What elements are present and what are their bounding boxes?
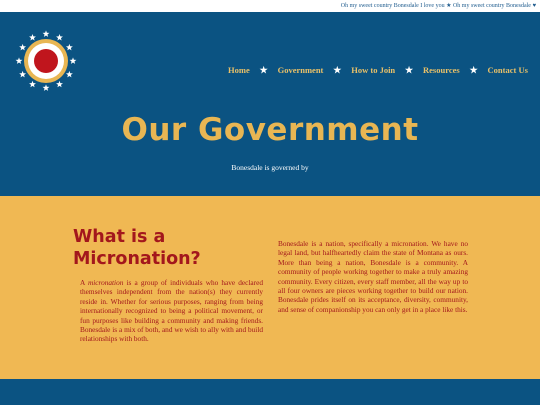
- scrolling-ticker: [0, 0, 540, 12]
- page-subtitle: Bonesdale is governed by: [231, 163, 309, 172]
- nav-item-government[interactable]: Government: [277, 65, 324, 75]
- nav-item-contact-us[interactable]: Contact Us: [487, 65, 528, 75]
- nav-item-home[interactable]: Home: [228, 65, 250, 75]
- bonesdale-description-paragraph: Bonesdale is a nation, specifically a micronation. We have no legal land, but halfheartedly claim the state of Montana as ours. More than being a nation, Bonesdale is a community. A community of people working together to make a truly amazing community. Every citizen, every staff member, all the way up to all four owners are pieces working together to build our nation. Bonesdale prides itself on its acceptance, diversity, community, and sense of companionship you can only get in a place like this.: [278, 239, 468, 314]
- paragraph-prefix: A: [80, 278, 88, 287]
- logo-star-icon: [56, 34, 63, 41]
- star-icon: ★: [469, 64, 478, 75]
- logo-star-icon: [56, 81, 63, 88]
- logo-star-icon: [70, 57, 77, 64]
- star-icon: ★: [405, 64, 414, 75]
- nav-item-how-to-join[interactable]: How to Join: [351, 65, 396, 75]
- section-heading: What is a Micronation?: [73, 227, 201, 269]
- main-nav: [228, 62, 528, 78]
- ticker-text: Oh my sweet country Bonesdale I love you ★ Oh my sweet country Bonesdale ♥: [340, 3, 536, 9]
- logo-star-icon: [66, 71, 73, 78]
- logo-star-icon: [19, 71, 26, 78]
- micronation-section: [0, 196, 540, 379]
- logo-star-icon: [43, 30, 50, 37]
- nav-item-resources[interactable]: Resources: [423, 65, 460, 75]
- star-ring-seal-icon[interactable]: [14, 29, 78, 93]
- star-icon: ★: [333, 64, 342, 75]
- logo-star-icon: [19, 44, 26, 51]
- site-footer: [0, 379, 540, 405]
- star-icon: ★: [259, 64, 268, 75]
- micronation-definition-paragraph: [80, 278, 263, 344]
- paragraph-body: is a group of individuals who have declared themselves independent from the nation(s) they currently reside in. Whether for serious purposes, ranging from being internationally recognized to being a political movement, or fun purposes like building a community and making friends. Bonesdale is a mix of both, and we wish to ally with and build relationships with both.: [80, 278, 263, 344]
- logo-star-icon: [43, 84, 50, 91]
- logo-star-icon: [16, 57, 23, 64]
- logo-star-icon: [29, 81, 36, 88]
- logo-star-icon: [29, 34, 36, 41]
- site-header: [0, 12, 540, 196]
- page-title: Our Government: [121, 112, 419, 148]
- logo-star-icon: [66, 44, 73, 51]
- paragraph-emphasis: micronation: [87, 278, 124, 287]
